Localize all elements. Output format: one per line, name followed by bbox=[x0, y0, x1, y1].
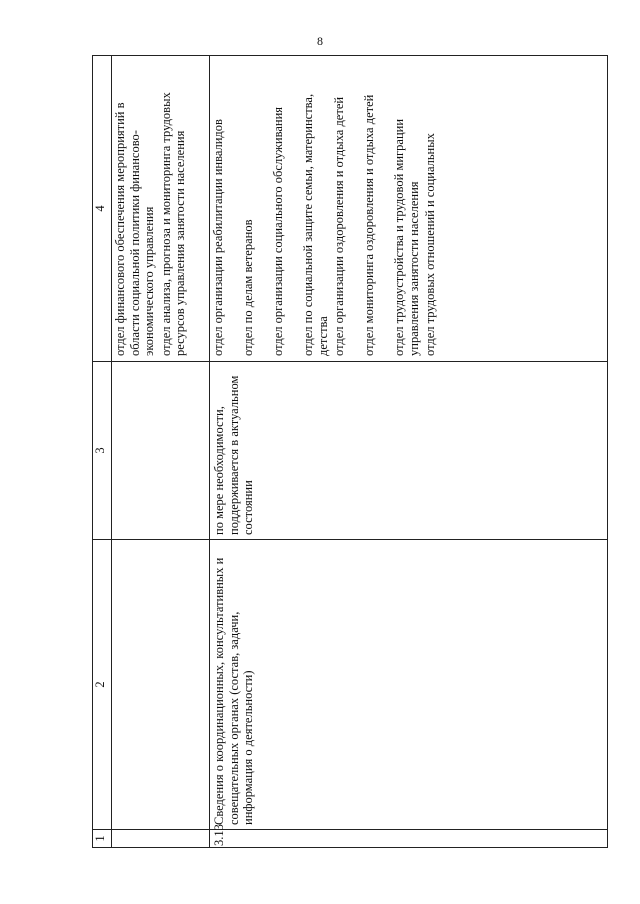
table-row bbox=[210, 56, 608, 848]
table-header-row bbox=[93, 56, 112, 848]
department-item: отдел трудовых отношений и социальных bbox=[423, 133, 438, 356]
row-number-cell bbox=[112, 830, 210, 848]
department-item: отдел организации оздоровления и отдыха детей bbox=[332, 96, 347, 356]
department-item: отдел по социальной защите семьи, материнства, детства bbox=[301, 93, 330, 356]
header-cell-1: 1 bbox=[93, 830, 112, 848]
department-item: отдел организации социального обслуживания bbox=[271, 106, 285, 356]
description-cell bbox=[112, 540, 210, 830]
page-number: 8 bbox=[317, 34, 323, 48]
header-cell-2: 2 bbox=[93, 540, 112, 830]
row-number-cell: 3.13 bbox=[210, 830, 608, 848]
departments-cell bbox=[112, 56, 210, 362]
department-item: отдел финансового обеспечения мероприятий в области социальной политики финансово-экономического управления bbox=[113, 102, 157, 356]
department-item: отдел мониторинга оздоровления и отдыха детей bbox=[362, 94, 377, 356]
rotated-table-container bbox=[92, 56, 608, 848]
departments-cell bbox=[210, 56, 608, 362]
term-cell bbox=[112, 362, 210, 540]
department-item: отдел трудоустройства и трудовой миграции управления занятости населения bbox=[392, 118, 421, 356]
department-item: отдел по делам ветеранов bbox=[241, 219, 255, 356]
description-cell: Сведения о координационных, консультативных и совещательных органах (состав, задачи, информация о деятельности) bbox=[210, 540, 608, 830]
header-cell-4: 4 bbox=[93, 56, 112, 362]
term-cell: по мере необходимости, поддерживается в актуальном состоянии bbox=[210, 362, 608, 540]
department-item: отдел организации реабилитации инвалидов bbox=[211, 119, 225, 356]
document-table bbox=[92, 55, 608, 848]
table-row bbox=[112, 56, 210, 848]
department-item: отдел анализа, прогноза и мониторинга трудовых ресурсов управления занятости населения bbox=[158, 92, 188, 356]
header-cell-3: 3 bbox=[93, 362, 112, 540]
